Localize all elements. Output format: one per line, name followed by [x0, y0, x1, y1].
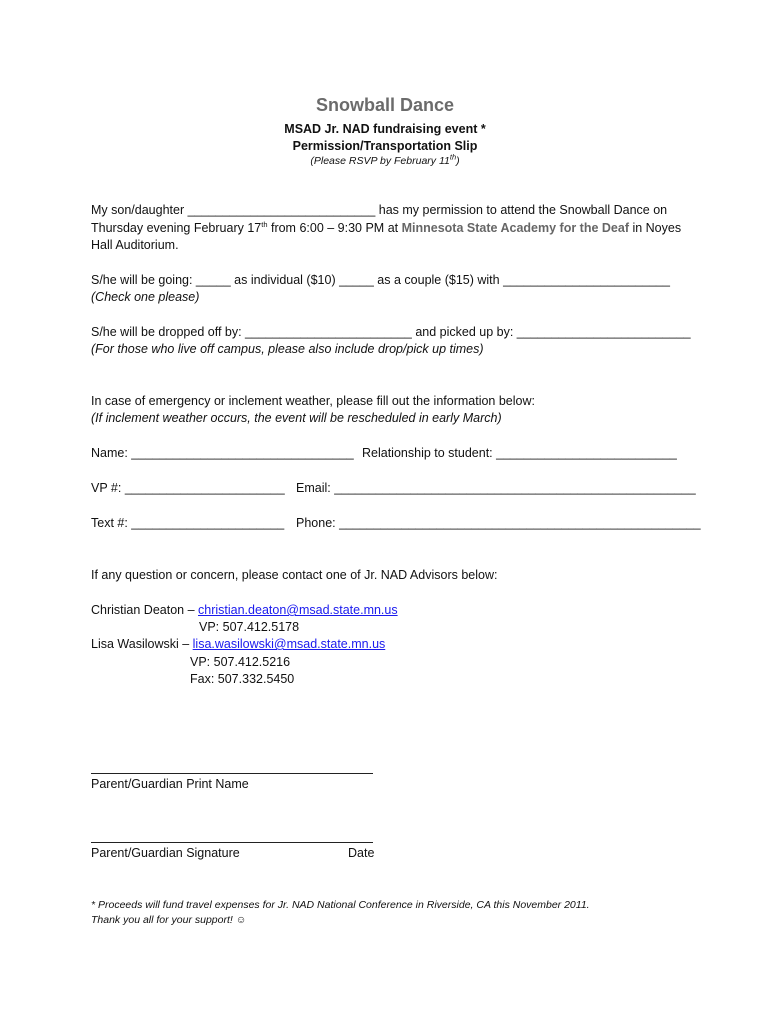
contact-lisa: Lisa Wasilowski – lisa.wasilowski@msad.state.mn.us — [91, 637, 386, 651]
contact-intro: If any question or concern, please contact one of Jr. NAD Advisors below: — [91, 568, 498, 582]
text-field: Text #: ______________________ — [91, 516, 285, 530]
slip-subtitle: Permission/Transportation Slip — [292, 139, 478, 153]
emergency-note: (If inclement weather occurs, the event will be rescheduled in early March) — [91, 411, 502, 425]
lisa-email-link[interactable]: lisa.wasilowski@msad.state.mn.us — [192, 637, 386, 651]
vp-field: VP #: _______________________ — [91, 481, 285, 495]
footer-note: * Proceeds will fund travel expenses for Jr. NAD National Conference in Riverside, CA this November 2011. — [91, 899, 590, 911]
rsvp-note: (Please RSVP by February 11th) — [310, 152, 460, 167]
signature-line — [91, 842, 373, 843]
relationship-field: Relationship to student: __________________________ — [362, 446, 677, 460]
name-field: Name: ________________________________ — [91, 446, 354, 460]
phone-field: Phone: ____________________________________________________ — [296, 516, 701, 530]
christian-email-link[interactable]: christian.deaton@msad.state.mn.us — [198, 603, 398, 617]
permission-line-2: Thursday evening February 17th from 6:00 – 9:30 PM at Minnesota State Academy for the Deaf in Noyes — [91, 219, 682, 235]
print-name-line — [91, 773, 373, 774]
venue-name: Minnesota State Academy for the Deaf — [401, 221, 629, 235]
print-name-label: Parent/Guardian Print Name — [91, 777, 249, 791]
permission-line-1: My son/daughter ___________________________ has my permission to attend the Snowball Dance on — [91, 203, 668, 217]
dropoff-line: S/he will be dropped off by: ________________________ and picked up by: _________________________ — [91, 325, 691, 339]
going-note: (Check one please) — [91, 290, 200, 304]
footer-thanks: Thank you all for your support! ☺ — [91, 914, 247, 926]
permission-line-3: Hall Auditorium. — [91, 238, 179, 252]
going-line: S/he will be going: _____ as individual ($10) _____ as a couple ($15) with ________________________ — [91, 273, 670, 287]
emergency-line: In case of emergency or inclement weather, please fill out the information below: — [91, 394, 535, 408]
lisa-vp: VP: 507.412.5216 — [190, 655, 291, 669]
email-field: Email: ____________________________________________________ — [296, 481, 696, 495]
page-title: Snowball Dance — [315, 95, 455, 115]
contact-christian: Christian Deaton – christian.deaton@msad.state.mn.us — [91, 603, 398, 617]
event-subtitle: MSAD Jr. NAD fundraising event * — [284, 122, 486, 136]
date-label: Date — [348, 846, 375, 860]
lisa-fax: Fax: 507.332.5450 — [190, 672, 295, 686]
dropoff-note: (For those who live off campus, please also include drop/pick up times) — [91, 342, 484, 356]
signature-label: Parent/Guardian Signature — [91, 846, 240, 860]
christian-vp: VP: 507.412.5178 — [199, 620, 300, 634]
